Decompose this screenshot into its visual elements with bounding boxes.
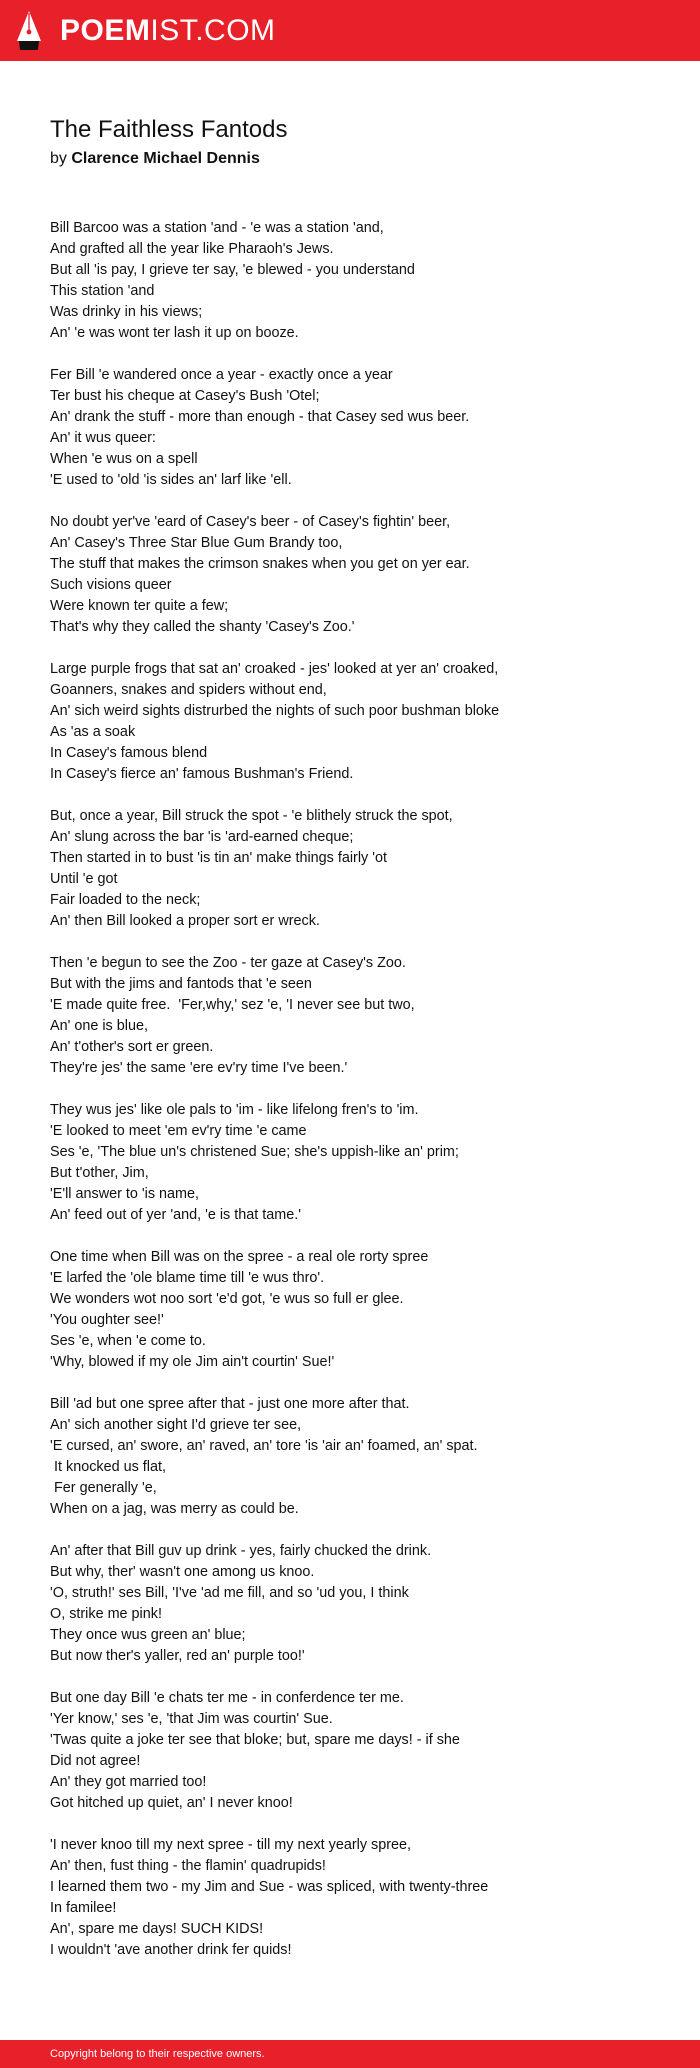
poem-line: No doubt yer've 'eard of Casey's beer - of Casey's fightin' beer, xyxy=(50,514,451,530)
poem-line: They once wus green an' blue; xyxy=(50,1627,246,1643)
poem-line: An' Casey's Three Star Blue Gum Brandy too, xyxy=(50,535,343,551)
poem-line: They're jes' the same 'ere ev'ry time I've been.' xyxy=(50,1060,348,1076)
poem-line: An', spare me days! SUCH KIDS! xyxy=(50,1921,264,1937)
poem-line: An' sich weird sights distrurbed the nights of such poor bushman bloke xyxy=(50,703,500,719)
poem-line: An' they got married too! xyxy=(50,1774,207,1790)
poem-title: The Faithless Fantods xyxy=(50,116,288,143)
brand-name-light: IST.COM xyxy=(150,14,276,47)
poem-line: 'E used to 'old 'is sides an' larf like 'ell. xyxy=(50,472,292,488)
site-header xyxy=(0,0,700,61)
poem-line: An' then Bill looked a proper sort er wreck. xyxy=(50,913,320,929)
poem-line: An' feed out of yer 'and, 'e is that tame.' xyxy=(50,1207,301,1223)
poem-line: An' sich another sight I'd grieve ter see, xyxy=(50,1417,302,1433)
poem-author[interactable]: Clarence Michael Dennis xyxy=(71,150,260,167)
poem-line: 'E looked to meet 'em ev'ry time 'e came xyxy=(50,1123,307,1139)
poem-line: 'E cursed, an' swore, an' raved, an' tore 'is 'air an' foamed, an' spat. xyxy=(50,1438,478,1454)
poem-line: Then started in to bust 'is tin an' make things fairly 'ot xyxy=(50,850,387,866)
poem-line: Bill Barcoo was a station 'and - 'e was a station 'and, xyxy=(50,220,384,236)
poem-line: As 'as a soak xyxy=(50,724,136,740)
poem-line: An' slung across the bar 'is 'ard-earned cheque; xyxy=(50,829,354,845)
poem-line: Bill 'ad but one spree after that - just one more after that. xyxy=(50,1396,410,1412)
poem-stanza xyxy=(50,1541,670,1667)
poem-line: Such visions queer xyxy=(50,577,172,593)
poem-line: An' 'e was wont ter lash it up on booze. xyxy=(50,325,299,341)
poem-line: They wus jes' like ole pals to 'im - like lifelong fren's to 'im. xyxy=(50,1102,419,1118)
poem-line: Fair loaded to the neck; xyxy=(50,892,201,908)
brand-name-bold: POEM xyxy=(60,14,151,47)
poem-stanza xyxy=(50,953,670,1079)
poem-line: An' one is blue, xyxy=(50,1018,148,1034)
poem-line: Fer Bill 'e wandered once a year - exactly once a year xyxy=(50,367,393,383)
poem-line: When 'e wus on a spell xyxy=(50,451,198,467)
site-logo[interactable] xyxy=(16,10,276,52)
poem-line: In Casey's fierce an' famous Bushman's Friend. xyxy=(50,766,354,782)
poem-stanza xyxy=(50,1835,670,1961)
poem-line: 'Why, blowed if my ole Jim ain't courtin' Sue!' xyxy=(50,1354,335,1370)
poem-line: An' then, fust thing - the flamin' quadrupids! xyxy=(50,1858,326,1874)
by-label: by xyxy=(50,150,67,167)
poem-line: But with the jims and fantods that 'e seen xyxy=(50,976,312,992)
poem-line: Ter bust his cheque at Casey's Bush 'Otel; xyxy=(50,388,320,404)
poem-line: Large purple frogs that sat an' croaked - jes' looked at yer an' croaked, xyxy=(50,661,499,677)
poem-stanza xyxy=(50,365,670,491)
poem-stanza xyxy=(50,806,670,932)
poem-line: Were known ter quite a few; xyxy=(50,598,229,614)
poem-line: Goanners, snakes and spiders without end, xyxy=(50,682,327,698)
poem-line: An' after that Bill guv up drink - yes, fairly chucked the drink. xyxy=(50,1543,432,1559)
poem-line: The stuff that makes the crimson snakes when you get on yer ear. xyxy=(50,556,470,572)
poem-line: When on a jag, was merry as could be. xyxy=(50,1501,299,1517)
poem-line: It knocked us flat, xyxy=(50,1459,166,1475)
poem-line: An' drank the stuff - more than enough - that Casey sed wus beer. xyxy=(50,409,470,425)
poem-stanza xyxy=(50,1100,670,1226)
poem-line: I wouldn't 'ave another drink fer quids! xyxy=(50,1942,292,1958)
poem-line: Fer generally 'e, xyxy=(50,1480,157,1496)
poem-stanza xyxy=(50,659,670,785)
poem-stanza xyxy=(50,1247,670,1373)
poem-line: 'E made quite free. 'Fer,why,' sez 'e, 'I never see but two, xyxy=(50,997,415,1013)
poem-line: An' t'other's sort er green. xyxy=(50,1039,214,1055)
poem-stanza xyxy=(50,512,670,638)
poem-line: But all 'is pay, I grieve ter say, 'e blewed - you understand xyxy=(50,262,415,278)
poem-line: In Casey's famous blend xyxy=(50,745,208,761)
poem-line: O, strike me pink! xyxy=(50,1606,162,1622)
poem-stanza xyxy=(50,1394,670,1520)
poem-line: Ses 'e, 'The blue un's christened Sue; she's uppish-like an' prim; xyxy=(50,1144,459,1160)
poem-line: Got hitched up quiet, an' I never knoo! xyxy=(50,1795,293,1811)
poem-body xyxy=(50,218,670,1982)
brand-name xyxy=(60,10,276,52)
poem-line: And grafted all the year like Pharaoh's Jews. xyxy=(50,241,334,257)
poem-line: Did not agree! xyxy=(50,1753,141,1769)
poem-line: In familee! xyxy=(50,1900,117,1916)
poem-line: Then 'e begun to see the Zoo - ter gaze at Casey's Zoo. xyxy=(50,955,406,971)
poem-line: 'O, struth!' ses Bill, 'I've 'ad me fill, and so 'ud you, I think xyxy=(50,1585,409,1601)
poem-line: But t'other, Jim, xyxy=(50,1165,149,1181)
site-footer xyxy=(0,2040,700,2068)
byline xyxy=(50,148,660,170)
poem-line: An' it wus queer: xyxy=(50,430,156,446)
poem-line: 'You oughter see!' xyxy=(50,1312,164,1328)
poem-line: But, once a year, Bill struck the spot - 'e blithely struck the spot, xyxy=(50,808,453,824)
poem-line: I learned them two - my Jim and Sue - was spliced, with twenty-three xyxy=(50,1879,489,1895)
poem-line: 'E larfed the 'ole blame time till 'e wus thro'. xyxy=(50,1270,325,1286)
poem-line: 'E'll answer to 'is name, xyxy=(50,1186,200,1202)
poem-line: But why, ther' wasn't one among us knoo. xyxy=(50,1564,315,1580)
poem-stanza xyxy=(50,1688,670,1814)
copyright-notice: Copyright belong to their respective owners. xyxy=(50,2048,265,2060)
poem-line: 'Yer know,' ses 'e, 'that Jim was courtin' Sue. xyxy=(50,1711,333,1727)
poem-line: One time when Bill was on the spree - a real ole rorty spree xyxy=(50,1249,429,1265)
poem-line: 'Twas quite a joke ter see that bloke; but, spare me days! - if she xyxy=(50,1732,460,1748)
poem-line: Was drinky in his views; xyxy=(50,304,203,320)
poem-line: 'I never knoo till my next spree - till my next yearly spree, xyxy=(50,1837,412,1853)
poem-line: That's why they called the shanty 'Casey's Zoo.' xyxy=(50,619,355,635)
poem-line: We wonders wot noo sort 'e'd got, 'e wus so full er glee. xyxy=(50,1291,404,1307)
poem-stanza xyxy=(50,218,670,344)
poem-line: Until 'e got xyxy=(50,871,118,887)
poem-line: This station 'and xyxy=(50,283,155,299)
poem-header xyxy=(50,114,660,170)
poem-line: Ses 'e, when 'e come to. xyxy=(50,1333,206,1349)
pen-nib-icon xyxy=(16,10,42,52)
poem-line: But now ther's yaller, red an' purple too!' xyxy=(50,1648,305,1664)
poem-line: But one day Bill 'e chats ter me - in conferdence ter me. xyxy=(50,1690,404,1706)
